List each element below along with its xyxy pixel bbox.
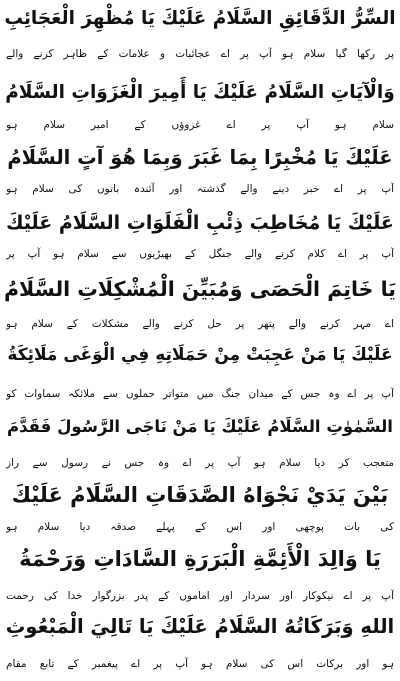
arabic-line-8: بَيْنَ يَدَيْ نَجْوَاهُ الصَّدَقَاتِ السَّلَامُ عَلَيْكَ — [11, 483, 389, 507]
urdu-line-3: آپ پر اے خبر دینے والے گذشتہ اور آئندہ باتوں کی سلام ہو — [6, 183, 394, 195]
arabic-line-7: السَّمٰوٰتِ السَّلَامُ عَلَيْكَ يَا مَنْ نَاجَى الرَّسُولَ فَقَدَّمَ — [7, 417, 393, 436]
arabic-line-2: وَالْآيَاتِ السَّلَامُ عَلَيْكَ يَا أَمِيرَ الْغَزَوَاتِ السَّلَامُ — [5, 82, 395, 103]
urdu-line-4: آپ پر اے کلام کرنے والے جنگل کے بھیڑیوں سے سلام ہو آپ پر — [6, 248, 394, 260]
urdu-line-7: متعجب کر دیا سلام ہو آپ پر اے وہ جس نے رسول سے راز — [6, 457, 394, 469]
urdu-line-9: آپ پر اے نیکوکار اور سردار اور اماموں کے پدر بزرگوار خدا کی رحمت — [6, 590, 394, 602]
arabic-line-10: اللهِ وَبَرَكَاتُهُ السَّلَامُ عَلَيْكَ يَا تَالِيَ الْمَبْعُوثِ — [5, 615, 395, 638]
arabic-line-4: عَلَيْكَ يَا مُخَاطِبَ ذِئْبِ الْفَلَوَاتِ السَّلَامُ عَلَيْكَ — [6, 212, 394, 234]
urdu-line-2: سلام ہو آپ پر اے غزوؤں کے امیر سلام ہو — [6, 119, 394, 131]
arabic-line-9: يَا وَالِدَ الْأَئِمَّةِ الْبَرَرَةِ السَّادَاتِ وَرَحْمَةُ — [19, 547, 381, 571]
urdu-line-10: ہو اور برکات اس کی سلام ہو آپ پر اے پیغمبر کے تابع مقام — [6, 658, 394, 670]
arabic-line-5: يَا خَاتِمَ الْحَصَى وَمُبَيِّنَ الْمُشْكِلَاتِ السَّلَامُ — [4, 277, 396, 301]
urdu-line-5: اے مہر کرنے والے پتھر پر حل کرنے والے مشکلات کے سلام ہو — [6, 318, 394, 330]
arabic-line-6: عَلَيْكَ يَا مَنْ عَجِبَتْ مِنْ حَمَلَاتِهِ فِي الْوَغَى مَلَائِكَةُ — [7, 345, 393, 365]
urdu-line-6: آپ پر اے وہ جس کے میدان جنگ میں متواتر حملوں سے ملائکہ سماوات کو — [6, 388, 394, 400]
arabic-line-3: عَلَيْكَ يَا مُخْبِرًا بِمَا غَبَرَ وَبِمَا هُوَ آتٍ السَّلَامُ — [7, 146, 393, 169]
urdu-line-1: پر رکھا گیا سلام ہو آپ پر اے عجائبات و علامات کے ظاہر کرنے والے — [6, 48, 394, 60]
arabic-line-1: السِّرُّ الدَّقَائِقِ السَّلَامُ عَلَيْكَ يَا مُظْهِرَ الْعَجَائِبِ — [4, 8, 396, 29]
urdu-line-8: کی بات پوچھی اور اس کے پہلے صدقہ دیا سلام ہو — [6, 521, 394, 533]
